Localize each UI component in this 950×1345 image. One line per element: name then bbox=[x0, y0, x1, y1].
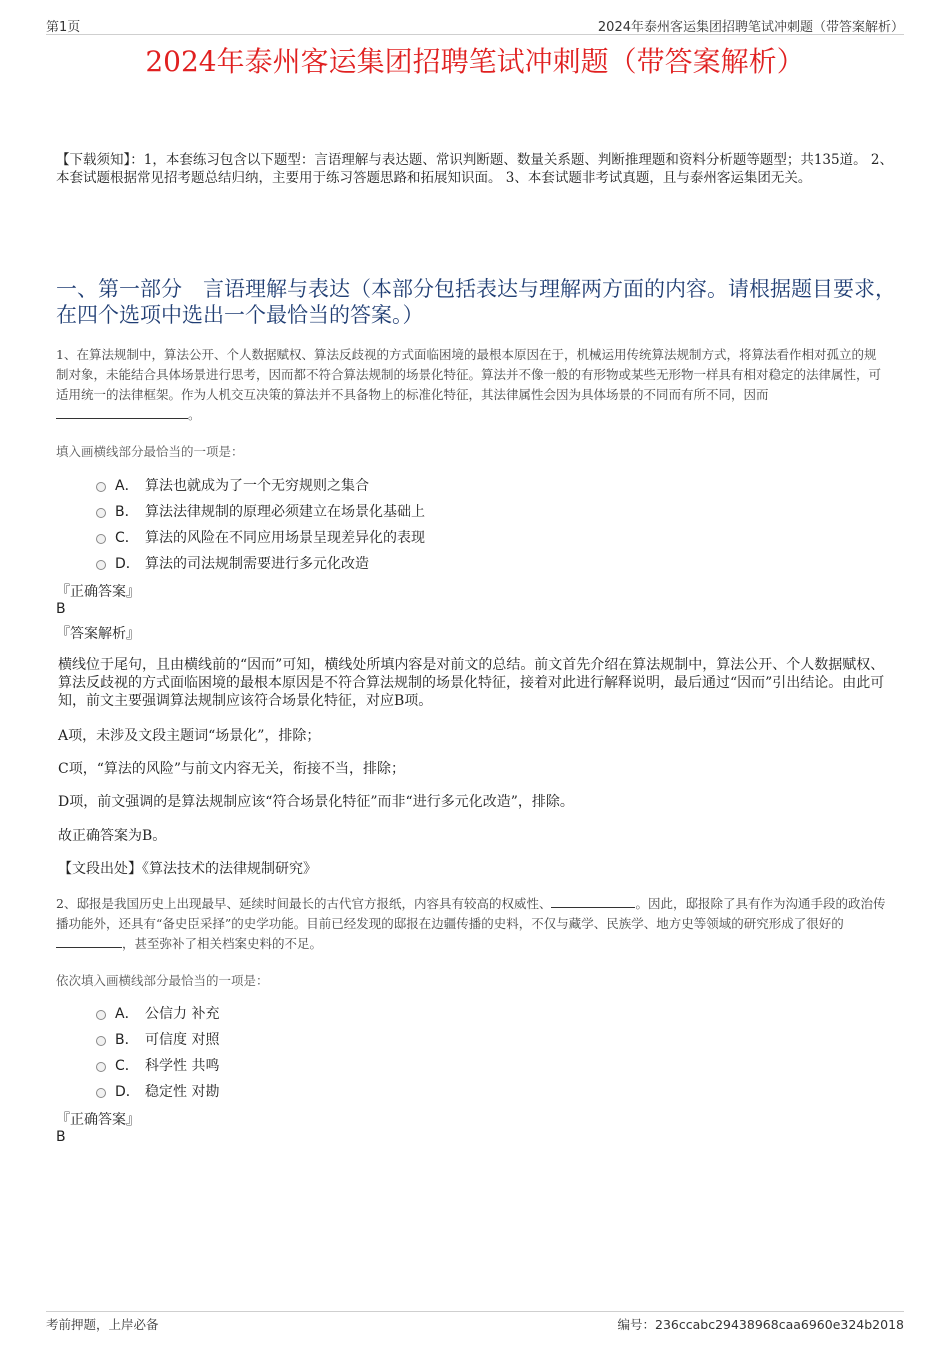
answer-label: 『正确答案』 bbox=[56, 1112, 140, 1128]
header-doc-title: 2024年泰州客运集团招聘笔试冲刺题（带答案解析） bbox=[597, 20, 904, 35]
question-2-prompt: 依次填入画横线部分最恰当的一项是： bbox=[56, 973, 269, 988]
answer-blank bbox=[56, 934, 122, 948]
option-d[interactable]: D． 算法的司法规制需要进行多元化改造 bbox=[96, 550, 425, 576]
analysis-option-a: A项，未涉及文段主题词“场景化”，排除； bbox=[58, 728, 321, 744]
radio-icon[interactable] bbox=[96, 482, 106, 492]
section-heading: 一、第一部分 言语理解与表达（本部分包括表达与理解两方面的内容。请根据题目要求，在四个选项中选出一个最恰当的答案。） bbox=[56, 277, 896, 327]
answer-blank bbox=[551, 894, 635, 908]
option-a[interactable]: A． 算法也就成为了一个无穷规则之集合 bbox=[96, 472, 425, 498]
question-2-options bbox=[96, 1000, 219, 1104]
analysis-conclusion: 故正确答案为B。 bbox=[58, 828, 167, 844]
option-c[interactable]: C． 科学性 共鸣 bbox=[96, 1052, 219, 1078]
footer-slogan: 考前押题，上岸必备 bbox=[46, 1317, 159, 1332]
question-2-stem: 2、邸报是我国历史上出现最早、延续时间最长的古代官方报纸，内容具有较高的权威性、 。因此，邸报除了具有作为沟通手段的政治传播功能外，还具有“备史臣采择”的史学功能。目前已经发现的邸报在边疆传播的史料，不仅与藏学、民族学、地方史等领域的研究形成了很好的，甚至弥补了相关档案史料的不足。 bbox=[56, 896, 886, 951]
download-notice: 【下载须知】：1，本套练习包含以下题型：言语理解与表达题、常识判断题、数量关系题、判断推理题和资料分析题等题型；共135道。 2、本套试题根据常见招考题总结归纳，主要用于练习答题思路和拓展知识面。 3、本套试题非考试真题，且与泰州客运集团无关。 bbox=[56, 152, 893, 186]
radio-icon[interactable] bbox=[96, 1088, 106, 1098]
question-1-stem: 1、在算法规制中，算法公开、个人数据赋权、算法反歧视的方式面临困境的最根本原因在于，机械运用传统算法规制方式，将算法看作相对孤立的规制对象，未能结合具体场景进行思考，因而都不符合算法规制的场景化特征。算法并不像一般的有形物或某些无形物一样具有相对稳定的法律属性，可适用统一的法律框架。作为人机交互决策的算法并不具备物上的标准化特征，其法律属性会因为具体场景的不同而有所不同，因而。 bbox=[56, 347, 882, 422]
answer-label: 『正确答案』 bbox=[56, 584, 140, 600]
page-title: 2024年泰州客运集团招聘笔试冲刺题（带答案解析） bbox=[145, 45, 805, 78]
page-footer bbox=[46, 1311, 904, 1332]
answer-blank bbox=[56, 405, 188, 419]
option-d[interactable]: D． 稳定性 对勘 bbox=[96, 1078, 219, 1104]
analysis-paragraph: 横线位于尾句，且由横线前的“因而”可知，横线处所填内容是对前文的总结。前文首先介绍在算法规制中，算法公开、个人数据赋权、算法反歧视的方式面临困境的最根本原因是不符合算法规制的场景化特征，接着对此进行解释说明，最后通过“因而”引出结论。由此可知，前文主要强调算法规制应该符合场景化特征，对应B项。 bbox=[58, 657, 885, 709]
option-a[interactable]: A． 公信力 补充 bbox=[96, 1000, 219, 1026]
radio-icon[interactable] bbox=[96, 560, 106, 570]
radio-icon[interactable] bbox=[96, 534, 106, 544]
radio-icon[interactable] bbox=[96, 1062, 106, 1072]
question-1-prompt: 填入画横线部分最恰当的一项是： bbox=[56, 444, 244, 459]
question-1-options bbox=[96, 472, 425, 576]
radio-icon[interactable] bbox=[96, 1010, 106, 1020]
analysis-label: 『答案解析』 bbox=[56, 626, 140, 642]
radio-icon[interactable] bbox=[96, 508, 106, 518]
option-c[interactable]: C． 算法的风险在不同应用场景呈现差异化的表现 bbox=[96, 524, 425, 550]
question-1-text: 1、在算法规制中，算法公开、个人数据赋权、算法反歧视的方式面临困境的最根本原因在于，机械运用传统算法规制方式，将算法看作相对孤立的规制对象，未能结合具体场景进行思考，因而都不符合算法规制的场景化特征。算法并不像一般的有形物或某些无形物一样具有相对稳定的法律属性，可适用统一的法律框架。作为人机交互决策的算法并不具备物上的标准化特征，其法律属性会因为具体场景的不同而有所不同，因而 bbox=[56, 347, 882, 402]
radio-icon[interactable] bbox=[96, 1036, 106, 1046]
footer-code: 编号：236ccabc29438968caa6960e324b2018 bbox=[617, 1317, 904, 1332]
analysis-option-d: D项，前文强调的是算法规制应该“符合场景化特征”而非“进行多元化改造”，排除。 bbox=[58, 794, 574, 810]
analysis-option-c: C项，“算法的风险”与前文内容无关，衔接不当，排除； bbox=[58, 761, 406, 777]
answer-value: B bbox=[56, 601, 66, 617]
page-number: 第1页 bbox=[46, 20, 81, 35]
option-b[interactable]: B． 算法法律规制的原理必须建立在场景化基础上 bbox=[96, 498, 425, 524]
option-b[interactable]: B． 可信度 对照 bbox=[96, 1026, 219, 1052]
answer-value: B bbox=[56, 1129, 66, 1145]
page-header bbox=[46, 14, 904, 35]
analysis-source: 【文段出处】《算法技术的法律规制研究》 bbox=[58, 861, 317, 877]
